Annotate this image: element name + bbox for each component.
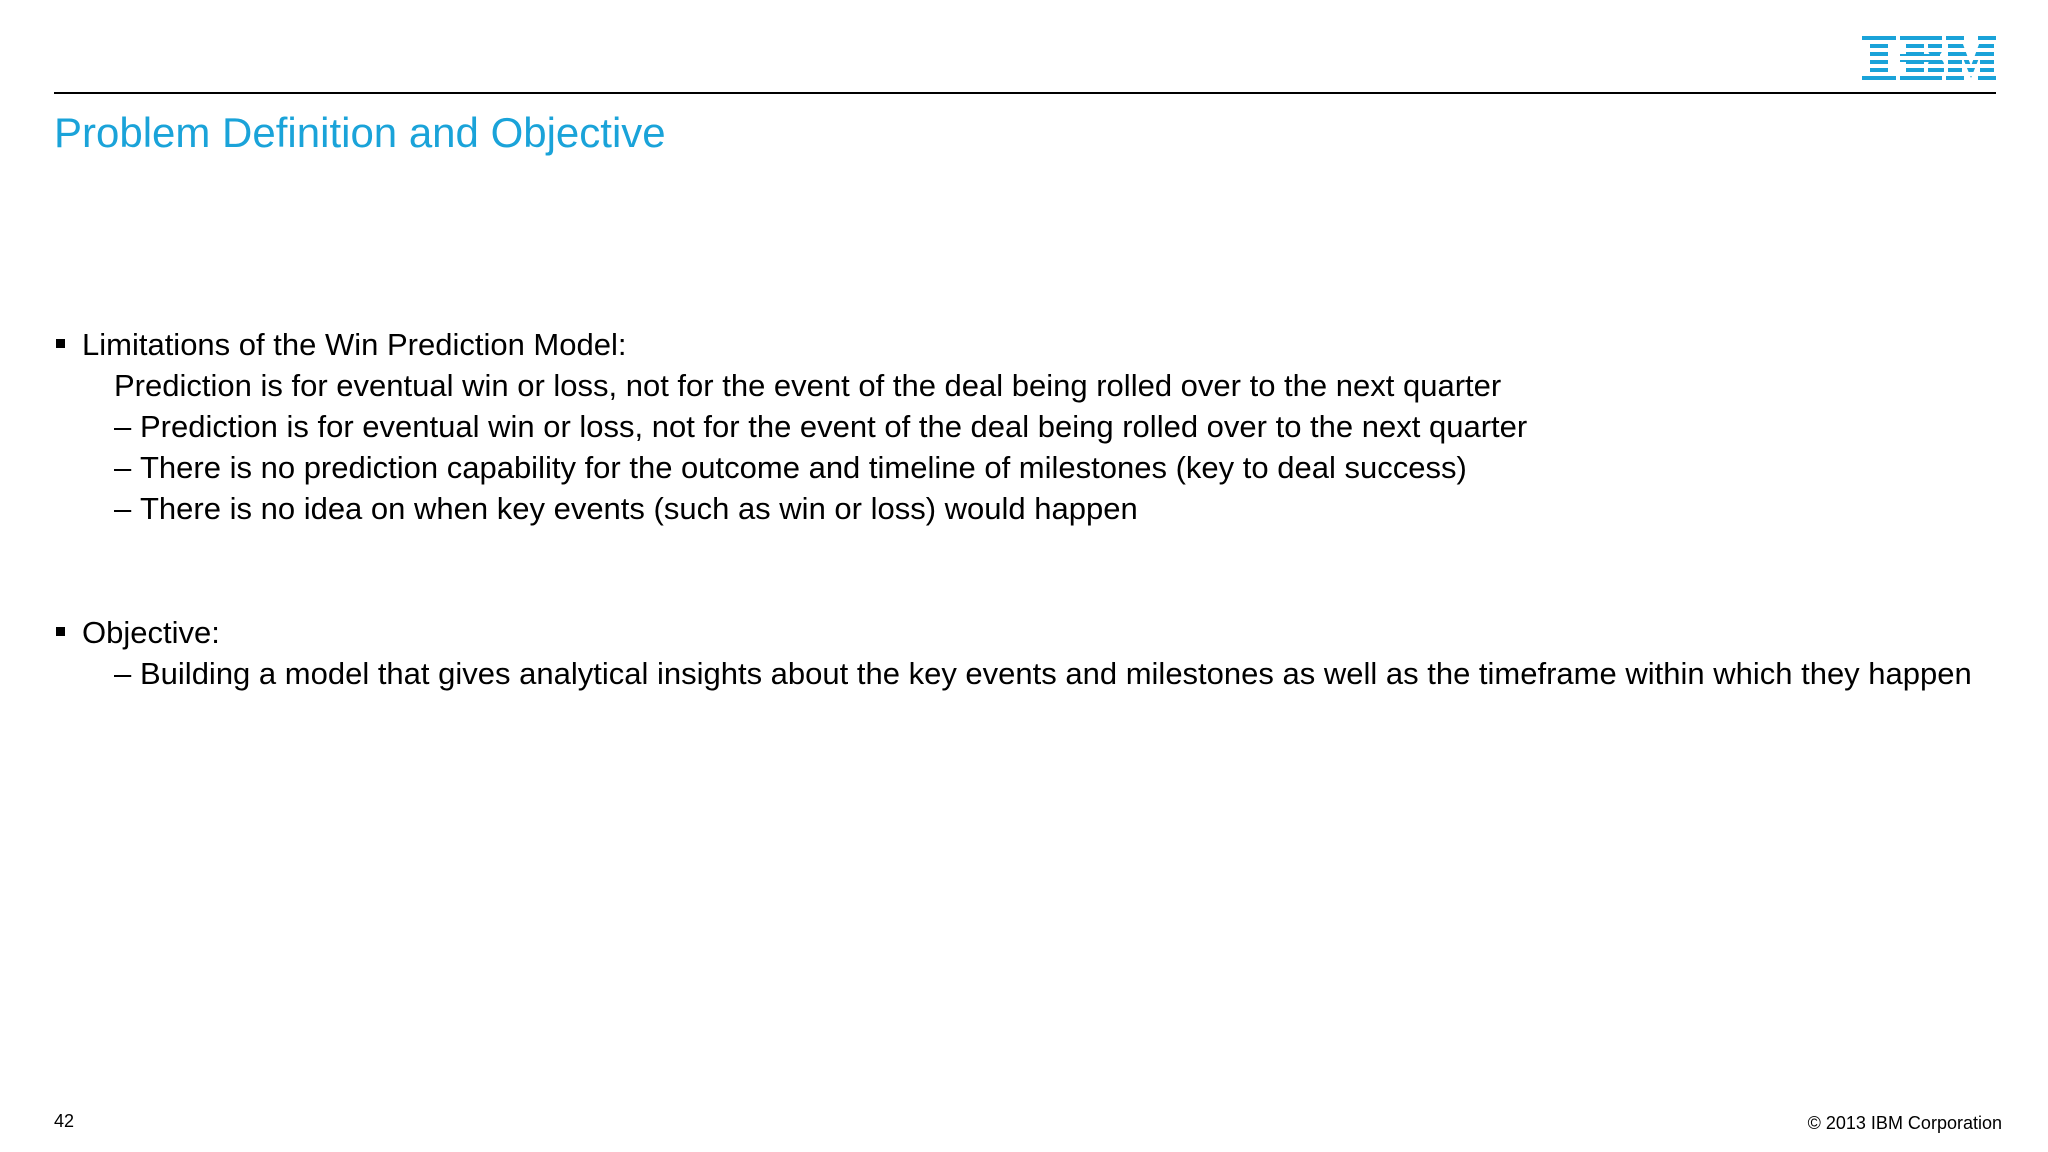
dash-marker: – <box>114 491 132 526</box>
bullet-objective <box>54 612 1994 653</box>
dash-marker: – <box>114 409 132 444</box>
section-gap <box>54 529 1994 612</box>
limitation-item <box>54 447 1994 488</box>
page-number: 42 <box>54 1111 75 1131</box>
slide-body <box>54 324 1994 694</box>
limitation-item-text: There is no idea on when key events (such as win or loss) would happen <box>140 491 1138 526</box>
limitation-item <box>54 406 1994 447</box>
bullet-limitations <box>54 324 1994 365</box>
square-bullet-icon <box>56 339 65 348</box>
ibm-logo <box>1862 36 1996 80</box>
copyright-notice: © 2013 IBM Corporation <box>1807 1113 2002 1133</box>
square-bullet-icon <box>56 627 65 636</box>
limitation-item-text: Prediction is for eventual win or loss, not for the event of the deal being rolled over to the next quarter <box>140 409 1528 444</box>
limitations-intro-line: Prediction is for eventual win or loss, not for the event of the deal being rolled over to the next quarter <box>114 368 1502 403</box>
dash-marker: – <box>114 656 132 691</box>
objective-heading: Objective: <box>82 615 220 650</box>
limitations-heading: Limitations of the Win Prediction Model: <box>82 327 627 362</box>
objective-item <box>54 653 2040 694</box>
limitation-item <box>54 488 1994 529</box>
limitation-item-text: There is no prediction capability for the outcome and timeline of milestones (key to deal success) <box>140 450 1467 485</box>
slide-title: Problem Definition and Objective <box>54 109 666 156</box>
dash-marker: – <box>114 450 132 485</box>
objective-item-text: Building a model that gives analytical insights about the key events and milestones as well as the timeframe within which they happen <box>140 656 1972 691</box>
header-rule <box>54 92 1996 94</box>
